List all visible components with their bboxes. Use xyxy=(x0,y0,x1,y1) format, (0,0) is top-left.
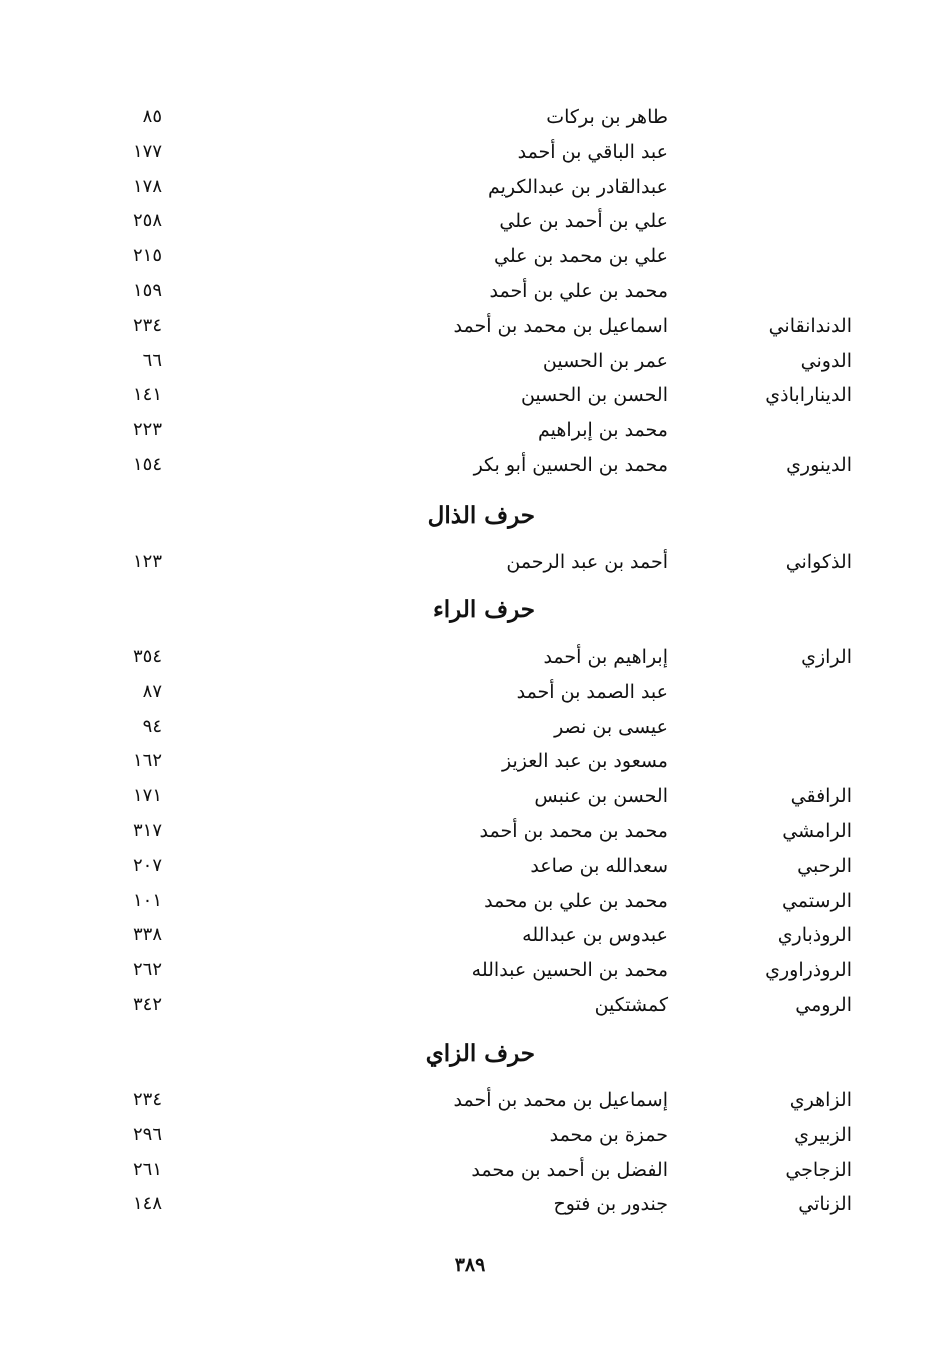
person-name: الفضل بن أحمد بن محمد xyxy=(471,1159,668,1181)
nisba-label: الزبيري xyxy=(794,1124,852,1146)
nisba-label: الزناتي xyxy=(798,1193,852,1215)
person-name: محمد بن الحسين عبدالله xyxy=(471,959,668,981)
person-name: الحسن بن الحسين xyxy=(520,384,668,406)
nisba-label: الرافقي xyxy=(790,785,852,807)
index-entry xyxy=(0,170,940,204)
nisba-label: الزجاجي xyxy=(785,1159,852,1181)
index-entry xyxy=(0,884,940,918)
index-entry xyxy=(0,1118,940,1152)
page-reference: ١٤٨ xyxy=(132,1193,162,1214)
page-reference: ٦٦ xyxy=(142,350,162,371)
index-entry xyxy=(0,309,940,343)
page-reference: ١٤١ xyxy=(132,384,162,405)
page-reference: ٩٤ xyxy=(142,716,162,737)
section-heading xyxy=(0,496,940,536)
page-reference: ١٧٧ xyxy=(132,141,162,162)
section-heading-text: حرف الزاي xyxy=(425,1040,535,1067)
page-reference: ١٢٣ xyxy=(132,551,162,572)
page-reference: ٢٦٢ xyxy=(132,959,162,980)
nisba-label: الرازي xyxy=(801,646,852,668)
page-number: ٣٨٩ xyxy=(454,1254,486,1276)
index-entry xyxy=(0,378,940,412)
nisba-label: الروذباري xyxy=(777,924,852,946)
person-name: محمد بن علي بن أحمد xyxy=(489,280,668,302)
page-reference: ٢٩٦ xyxy=(132,1124,162,1145)
index-entry xyxy=(0,988,940,1022)
person-name: إبراهيم بن أحمد xyxy=(543,646,668,668)
page-reference: ٢٦١ xyxy=(132,1159,162,1180)
person-name: عبدالقادر بن عبدالكريم xyxy=(488,176,668,198)
person-name: محمد بن محمد بن أحمد xyxy=(479,820,668,842)
index-entry xyxy=(0,953,940,987)
section-heading xyxy=(0,590,940,630)
index-entry xyxy=(0,413,940,447)
index-entry xyxy=(0,135,940,169)
person-name: علي بن محمد بن علي xyxy=(494,245,668,267)
person-name: جندور بن فتوح xyxy=(553,1193,668,1215)
nisba-label: الرامشي xyxy=(782,820,852,842)
index-entry xyxy=(0,100,940,134)
person-name: علي بن أحمد بن علي xyxy=(499,210,668,232)
page-reference: ١٠١ xyxy=(132,890,162,911)
index-entry xyxy=(0,448,940,482)
index-entry xyxy=(0,344,940,378)
page-reference: ٢٣٤ xyxy=(132,1089,162,1110)
page-reference: ٣١٧ xyxy=(132,820,162,841)
person-name: مسعود بن عبد العزيز xyxy=(502,750,668,772)
person-name: عبدوس بن عبدالله xyxy=(522,924,668,946)
person-name: عبد الباقي بن أحمد xyxy=(517,141,668,163)
person-name: سعدالله بن صاعد xyxy=(530,855,668,877)
page-reference: ٣٤٢ xyxy=(132,994,162,1015)
page-reference: ٣٣٨ xyxy=(132,924,162,945)
nisba-label: الدندانقاني xyxy=(768,315,852,337)
nisba-label: الرحبي xyxy=(797,855,852,877)
page-reference: ٨٥ xyxy=(142,106,162,127)
person-name: عبد الصمد بن أحمد xyxy=(516,681,668,703)
page-reference: ١٥٤ xyxy=(132,454,162,475)
page-reference: ٢٥٨ xyxy=(132,210,162,231)
nisba-label: الروذراوري xyxy=(765,959,852,981)
index-entry xyxy=(0,1187,940,1221)
index-entry xyxy=(0,675,940,709)
nisba-label: الدوني xyxy=(800,350,852,372)
person-name: إسماعيل بن محمد بن أحمد xyxy=(453,1089,668,1111)
index-entry xyxy=(0,779,940,813)
index-entry xyxy=(0,1153,940,1187)
person-name: اسماعيل بن محمد بن أحمد xyxy=(453,315,668,337)
index-entry xyxy=(0,545,940,579)
person-name: أحمد بن عبد الرحمن xyxy=(506,551,668,573)
index-entry xyxy=(0,918,940,952)
index-entry xyxy=(0,204,940,238)
person-name: محمد بن إبراهيم xyxy=(538,419,668,441)
person-name: كمشتكين xyxy=(594,994,668,1016)
person-name: عيسى بن نصر xyxy=(554,716,668,738)
page-reference: ١٥٩ xyxy=(132,280,162,301)
page-reference: ٢٢٣ xyxy=(132,419,162,440)
page-reference: ٢١٥ xyxy=(132,245,162,266)
person-name: محمد بن علي بن محمد xyxy=(484,890,668,912)
page-reference: ١٦٢ xyxy=(132,750,162,771)
nisba-label: الذكواني xyxy=(785,551,852,573)
index-entry xyxy=(0,744,940,778)
page-reference: ١٧٨ xyxy=(132,176,162,197)
index-entry xyxy=(0,640,940,674)
person-name: عمر بن الحسين xyxy=(542,350,668,372)
page-reference: ١٧١ xyxy=(132,785,162,806)
index-entry xyxy=(0,710,940,744)
person-name: حمزة بن محمد xyxy=(549,1124,668,1146)
person-name: محمد بن الحسين أبو بكر xyxy=(473,454,668,476)
index-entry xyxy=(0,849,940,883)
person-name: الحسن بن عنبس xyxy=(534,785,668,807)
index-entry xyxy=(0,239,940,273)
page-reference: ٢٣٤ xyxy=(132,315,162,336)
page-reference: ٨٧ xyxy=(142,681,162,702)
section-heading xyxy=(0,1034,940,1074)
index-entry xyxy=(0,274,940,308)
index-entry xyxy=(0,814,940,848)
index-entry xyxy=(0,1083,940,1117)
nisba-label: الرومي xyxy=(795,994,852,1016)
person-name: طاهر بن بركات xyxy=(546,106,668,128)
nisba-label: الدينوري xyxy=(786,454,852,476)
nisba-label: الرستمي xyxy=(781,890,852,912)
section-heading-text: حرف الذال xyxy=(427,502,535,529)
nisba-label: الزاهري xyxy=(789,1089,852,1111)
page-reference: ٣٥٤ xyxy=(132,646,162,667)
section-heading-text: حرف الراء xyxy=(432,596,535,623)
page-reference: ٢٠٧ xyxy=(132,855,162,876)
nisba-label: الديناراباذي xyxy=(765,384,852,406)
